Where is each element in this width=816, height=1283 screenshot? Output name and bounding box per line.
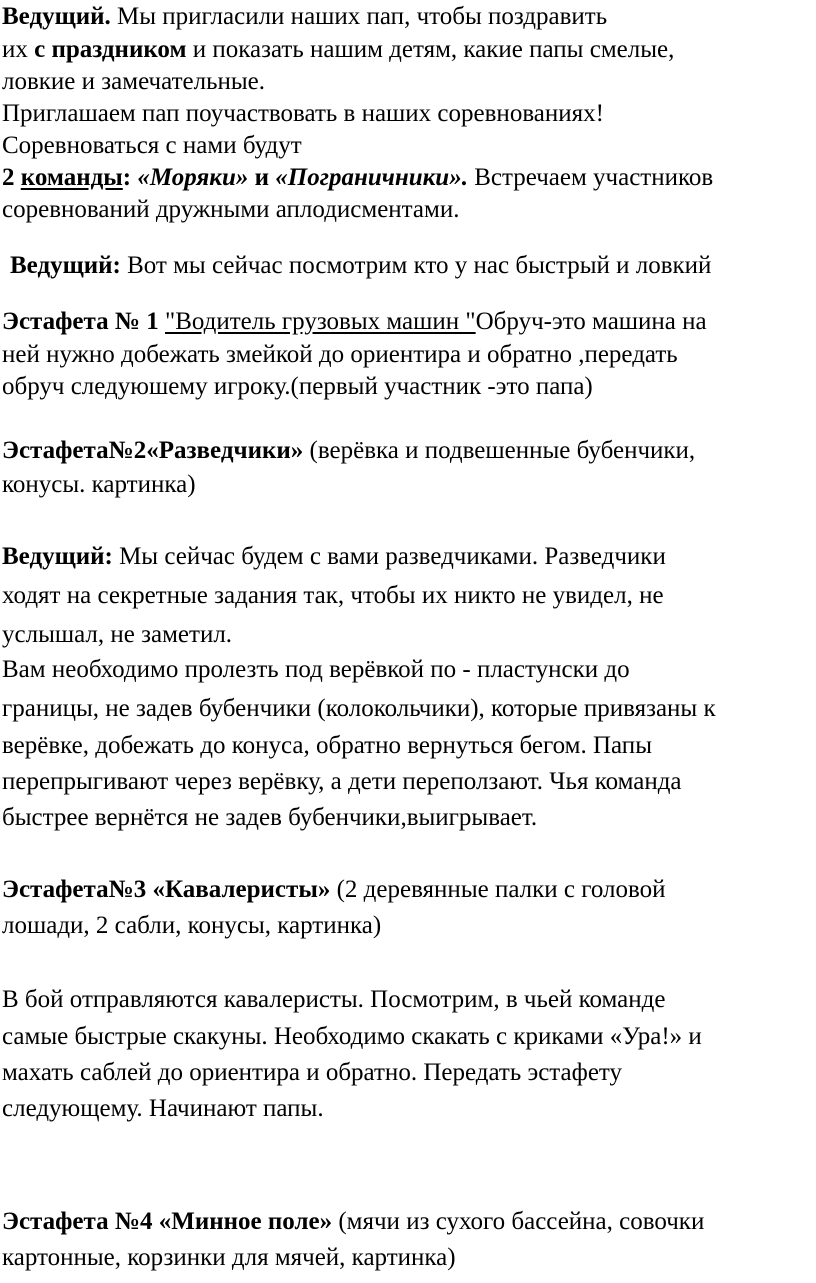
teams-and: и [248,164,276,191]
relay-2-para-2: услышал, не заметил. [2,621,233,648]
relay-3-label: Эстафета№3 «Кавалеристы» [2,876,331,903]
relay-2-para-1: ходят на секретные задания так, чтобы их никто не увидел, не [2,582,664,609]
relay-3-para-4: следующему. Начинают папы. [2,1095,324,1122]
relay-1-text: Обруч-это машина на [475,308,707,335]
intro-line-2 [2,35,674,65]
host-label: Ведущий: [10,252,121,279]
relay-3-line-2: лошади, 2 сабли, конусы, картинка) [2,912,382,939]
relay-4-line-2: картонные, корзинки для мячей, картинка) [2,1244,456,1271]
holiday-phrase: с праздником [34,36,187,63]
intro-text: и показать нашим детям, какие папы смелые, [186,36,675,63]
team-sailors: «Моряки» [137,164,249,191]
relay-4-heading [2,1207,704,1237]
host-label: Ведущий: [2,543,113,570]
intro-line-1 [2,2,607,32]
relay-2-para-6: перепрыгивают через верёвку, а дети переползают. Чья команда [2,768,682,795]
relay-3-para-3: махать саблей до ориентира и обратно. Передать эстафету [2,1059,623,1086]
relay-1-label: Эстафета № 1 [2,308,165,335]
teams-word: команды [20,164,123,191]
relay-2-para-3: Вам необходимо пролезть под верёвкой по - пластунски до [2,656,630,683]
relay-2-para-7: быстрее вернётся не задев бубенчики,выигрывает. [2,804,538,831]
host-label: Ведущий. [2,3,111,30]
relay-3-para-1: В бой отправляются кавалеристы. Посмотрим, в чьей команде [2,986,666,1013]
teams-line [2,163,713,193]
intro-line-5: Соревноваться с нами будут [2,132,302,159]
intro-line-7: соревнований дружными аплодисментами. [2,196,460,223]
host-line-2 [10,251,711,281]
relay-1-line-2: ней нужно добежать змейкой до ориентира и обратно ,передать [2,341,678,368]
relay-4-label: Эстафета №4 «Минное поле» [2,1208,333,1235]
intro-text: их [2,36,35,63]
relay-2-label: Эстафета№2«Разведчики» [2,437,304,464]
relay-3-props: (2 деревянные палки с головой [330,876,666,903]
relay-2-line-2: конусы. картинка) [2,471,196,498]
relay-2-para-4: границы, не задев бубенчики (колокольчики), которые привязаны к [2,695,716,722]
relay-2-host-line [2,542,666,572]
intro-line-4: Приглашаем пап поучаствовать в наших соревнованиях! [2,100,604,127]
relay-1-line-3: обруч следуюшему игроку.(первый участник -это папа) [2,373,593,400]
intro-line-3: ловкие и замечательные. [2,68,265,95]
relay-2-heading [2,436,695,466]
team-border-guards: «Пограничники». [275,164,468,191]
relay-3-para-2: самые быстрые скакуны. Необходимо скакать с криками «Ура!» и [2,1023,702,1050]
relay-2-para-5: верёвке, добежать до конуса, обратно вернуться бегом. Папы [2,732,652,759]
intro-text: Мы пригласили наших пап, чтобы поздравить [110,3,608,30]
relay-1-title: "Водитель грузовых машин " [165,308,476,335]
relay-2-props: (верёвка и подвешенные бубенчики, [303,437,696,464]
host-text: Мы сейчас будем с вами разведчиками. Разведчики [112,543,666,570]
teams-colon: : [122,164,138,191]
relay-4-props: (мячи из сухого бассейна, совочки [332,1208,705,1235]
host-text: Вот мы сейчас посмотрим кто у нас быстрый и ловкий [120,252,712,279]
intro-text: Встречаем участников [467,164,714,191]
relay-1-heading [2,307,707,337]
team-count: 2 [2,164,21,191]
relay-3-heading [2,875,666,905]
